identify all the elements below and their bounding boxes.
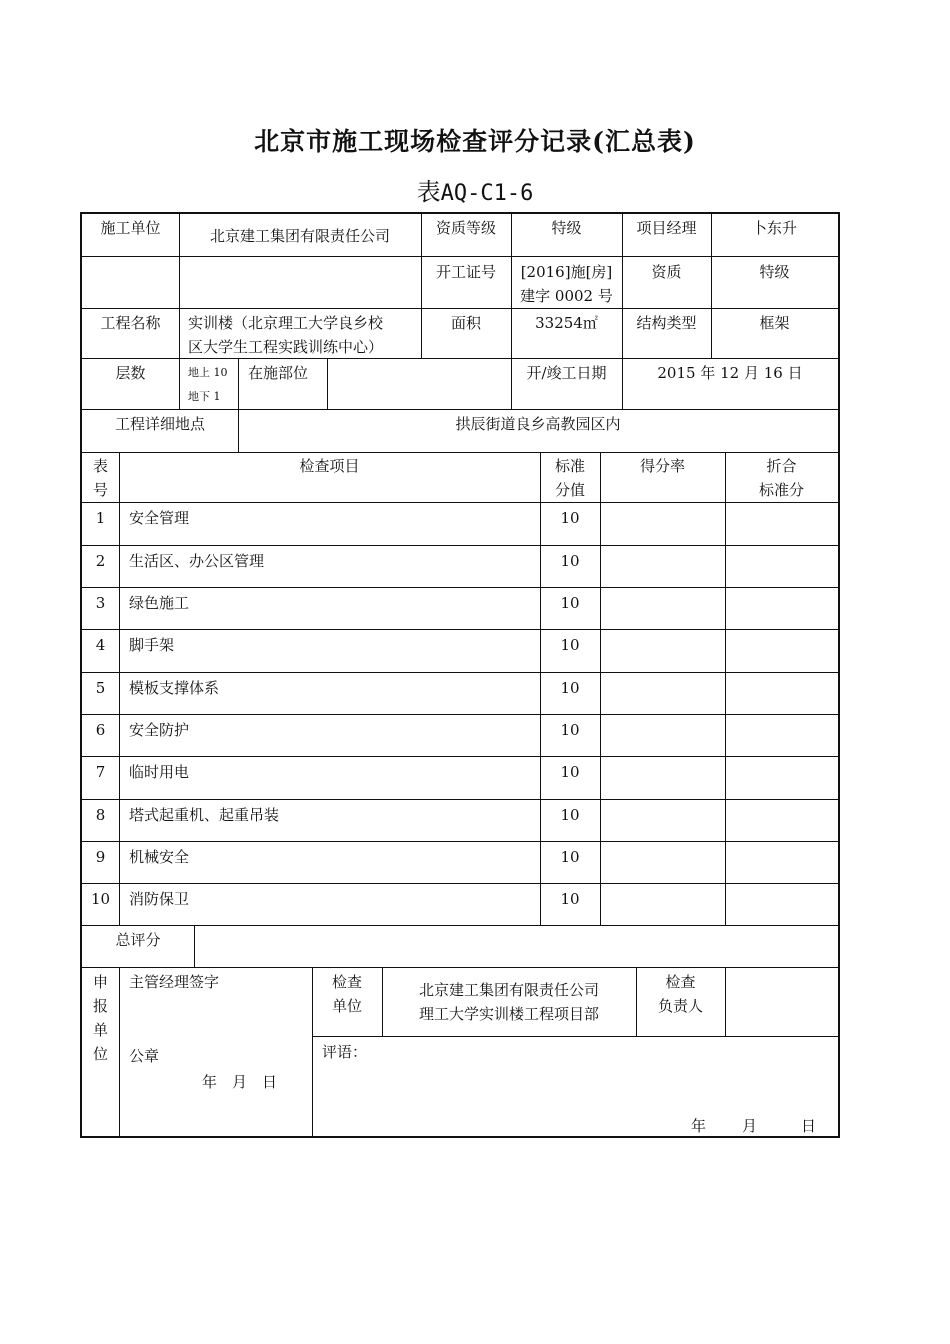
inspect-unit-label-line2: 单位 xyxy=(331,997,362,1015)
declare-char-2: 报 xyxy=(92,997,108,1015)
col-rate-header: 得分率 xyxy=(639,457,685,475)
qual-value: 特级 xyxy=(759,263,790,281)
row-no: 3 xyxy=(95,594,106,612)
project-value-line2: 区大学生工程实践训练中心） xyxy=(188,338,384,356)
pm-label: 项目经理 xyxy=(636,219,697,237)
inspect-unit-value-line1: 北京建工集团有限责任公司 xyxy=(418,981,599,999)
row-no: 5 xyxy=(95,679,106,697)
project-label: 工程名称 xyxy=(100,314,161,332)
declare-char-1: 申 xyxy=(92,973,108,991)
form-code xyxy=(0,172,950,207)
row-item: 脚手架 xyxy=(129,636,175,654)
declare-char-4: 位 xyxy=(92,1045,108,1063)
in-progress-label: 在施部位 xyxy=(248,364,309,382)
row-item: 生活区、办公区管理 xyxy=(129,552,265,570)
form-code-prefix: 表 xyxy=(416,178,441,206)
total-score-label: 总评分 xyxy=(115,931,161,949)
inspect-unit-label-line1: 检查 xyxy=(331,973,362,991)
project-value-line1: 实训楼（北京理工大学良乡校 xyxy=(188,314,384,332)
permit-value-line2: 建字 0002 号 xyxy=(520,287,613,305)
col-std-header-line1: 标准 xyxy=(554,457,585,475)
row-std: 10 xyxy=(560,763,580,781)
col-conv-header-line1: 折合 xyxy=(766,457,797,475)
form-code-value: AQ-C1-6 xyxy=(440,181,534,206)
manager-sign-label: 主管经理签字 xyxy=(129,973,220,991)
row-std: 10 xyxy=(560,552,580,570)
seal-label: 公章 xyxy=(129,1047,160,1065)
left-date: 年 月 日 xyxy=(202,1073,278,1091)
structure-value: 框架 xyxy=(759,314,790,332)
row-std: 10 xyxy=(560,509,580,527)
area-value: 33254㎡ xyxy=(535,314,598,332)
row-item: 安全防护 xyxy=(129,721,190,739)
row-item: 模板支撑体系 xyxy=(129,679,220,697)
qual-label: 资质 xyxy=(651,263,682,281)
row-no: 9 xyxy=(95,848,106,866)
col-conv-header-line2: 标准分 xyxy=(758,481,804,499)
comment-label: 评语： xyxy=(322,1043,368,1061)
row-std: 10 xyxy=(560,679,580,697)
structure-label: 结构类型 xyxy=(636,314,697,332)
right-date-year: 年 xyxy=(691,1117,707,1135)
dates-label: 开/竣工日期 xyxy=(526,364,607,382)
row-item: 机械安全 xyxy=(129,848,190,866)
floors-label: 层数 xyxy=(115,364,146,382)
address-value: 拱辰街道良乡高教园区内 xyxy=(455,415,621,433)
col-no-header-line2: 号 xyxy=(92,481,108,499)
col-item-header: 检查项目 xyxy=(299,457,360,475)
row-no: 2 xyxy=(95,552,106,570)
row-no: 1 xyxy=(95,509,106,527)
row-no: 10 xyxy=(90,890,111,908)
address-label: 工程详细地点 xyxy=(114,415,205,433)
row-no: 4 xyxy=(95,636,106,654)
qual-grade-label: 资质等级 xyxy=(435,219,496,237)
floors-above: 地上 10 xyxy=(188,366,228,379)
pm-value: 卜东升 xyxy=(751,219,797,237)
row-std: 10 xyxy=(560,890,580,908)
area-label: 面积 xyxy=(450,314,481,332)
col-std-header-line2: 分值 xyxy=(554,481,585,499)
row-std: 10 xyxy=(560,848,580,866)
row-item: 临时用电 xyxy=(129,763,190,781)
unit-value: 北京建工集团有限责任公司 xyxy=(209,227,390,245)
inspect-person-label-line2: 负责人 xyxy=(657,997,703,1015)
row-no: 7 xyxy=(95,763,106,781)
declare-char-3: 单 xyxy=(92,1021,108,1039)
row-std: 10 xyxy=(560,594,580,612)
inspect-unit-value-line2: 理工大学实训楼工程项目部 xyxy=(418,1005,599,1023)
row-no: 6 xyxy=(95,721,106,739)
row-item: 安全管理 xyxy=(129,509,190,527)
permit-label: 开工证号 xyxy=(435,263,496,281)
unit-label: 施工单位 xyxy=(100,219,161,237)
row-no: 8 xyxy=(95,806,106,824)
inspection-summary-form xyxy=(80,212,840,1138)
row-std: 10 xyxy=(560,721,580,739)
right-date-month: 月 xyxy=(742,1117,758,1135)
page-title: 北京市施工现场检查评分记录(汇总表) xyxy=(254,127,696,156)
row-std: 10 xyxy=(560,636,580,654)
inspect-person-label-line1: 检查 xyxy=(665,973,696,991)
dates-value: 2015 年 12 月 16 日 xyxy=(657,364,803,382)
col-no-header-line1: 表 xyxy=(92,457,108,475)
right-date-day: 日 xyxy=(801,1117,817,1135)
row-item: 消防保卫 xyxy=(129,890,190,908)
permit-value-line1: [2016]施[房] xyxy=(520,263,613,281)
row-item: 绿色施工 xyxy=(129,594,190,612)
qual-grade-value: 特级 xyxy=(551,219,582,237)
row-std: 10 xyxy=(560,806,580,824)
floors-below: 地下 1 xyxy=(188,390,221,403)
row-item: 塔式起重机、起重吊装 xyxy=(129,806,280,824)
